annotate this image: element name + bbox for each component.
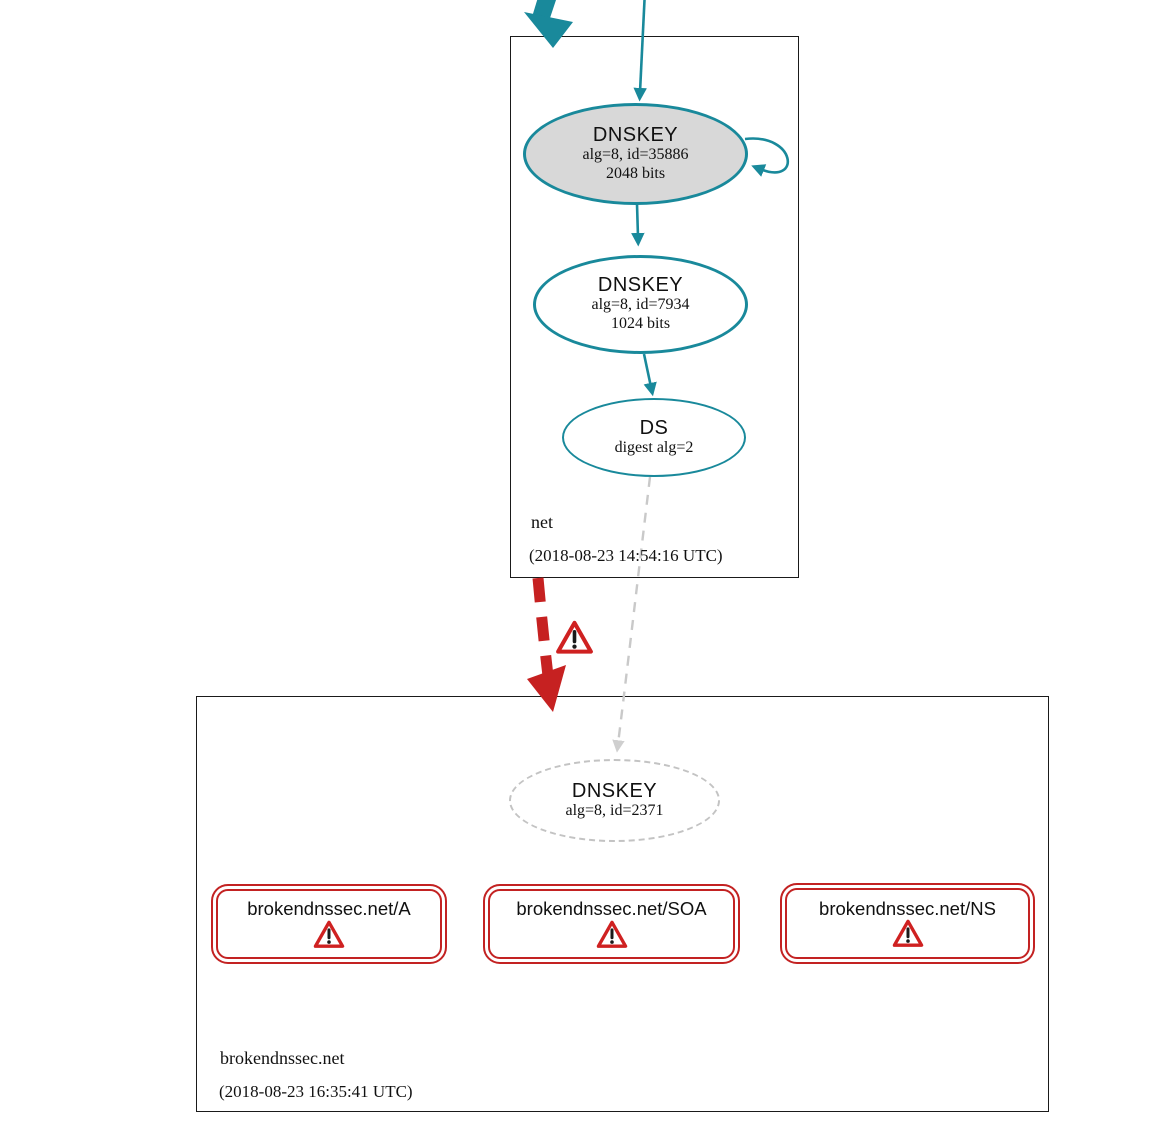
- node-detail: alg=8, id=2371: [565, 801, 664, 819]
- node-detail: 1024 bits: [610, 315, 671, 332]
- node-title: DNSKEY: [592, 123, 679, 146]
- zone-timestamp-net: (2018-08-23 14:54:16 UTC): [529, 546, 723, 565]
- zone-timestamp-brokendnssec-net: (2018-08-23 16:35:41 UTC): [219, 1082, 413, 1101]
- node-detail: alg=8, id=35886: [582, 145, 689, 163]
- zone-name-net: net: [531, 512, 553, 532]
- node-dnskey-zsk-net: [533, 255, 748, 354]
- rrset-box-soa: [483, 884, 740, 964]
- zone-name-brokendnssec-net: brokendnssec.net: [220, 1048, 345, 1068]
- rrset-box-a: [211, 884, 447, 964]
- warning-icon: [555, 620, 594, 655]
- warning-icon: [313, 920, 345, 949]
- warning-icon: [892, 919, 924, 948]
- rrset-label: brokendnssec.net/A: [247, 898, 411, 920]
- warning-icon: [596, 920, 628, 949]
- node-ds-net: [562, 398, 746, 477]
- node-title: DNSKEY: [571, 779, 658, 802]
- node-detail: alg=8, id=7934: [591, 296, 690, 314]
- rrset-box-ns: [780, 883, 1035, 964]
- node-dnskey-ksk-net: [523, 103, 748, 205]
- rrset-label: brokendnssec.net/NS: [819, 897, 996, 919]
- node-detail: 2048 bits: [605, 164, 666, 182]
- node-title: DS: [639, 416, 669, 439]
- rrset-label: brokendnssec.net/SOA: [516, 898, 707, 920]
- node-dnskey-brokendnssec-net: [509, 759, 720, 842]
- node-title: DNSKEY: [597, 274, 684, 297]
- node-detail: digest alg=2: [614, 438, 694, 456]
